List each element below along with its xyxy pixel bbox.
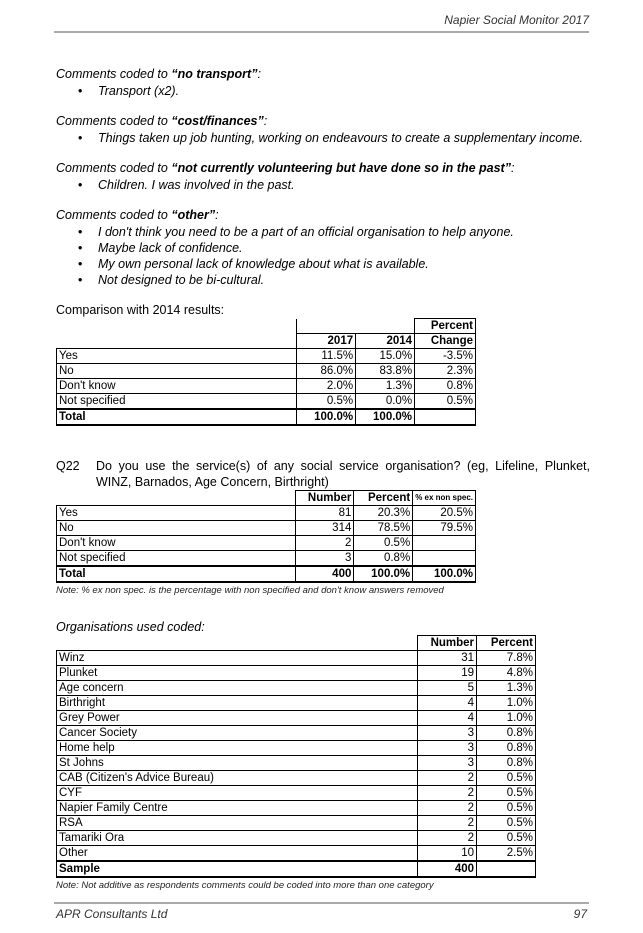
table-row bbox=[57, 394, 476, 410]
header-cell: Number bbox=[418, 636, 477, 651]
header-cell: % ex non spec. bbox=[413, 491, 476, 506]
total-row bbox=[57, 566, 476, 582]
table-cell: RSA bbox=[57, 816, 418, 831]
table-cell: 0.5% bbox=[354, 536, 413, 551]
table-row bbox=[57, 651, 536, 666]
header-empty bbox=[57, 491, 296, 506]
table-cell: 81 bbox=[295, 506, 354, 521]
table-cell: Don't know bbox=[57, 536, 296, 551]
question-number: Q22 bbox=[56, 459, 80, 473]
table-row bbox=[57, 536, 476, 551]
table-row bbox=[57, 551, 476, 567]
table-cell: 83.8% bbox=[356, 364, 415, 379]
table-cell: Cancer Society bbox=[57, 726, 418, 741]
header-cell: Number bbox=[295, 491, 354, 506]
comment-heading bbox=[56, 160, 590, 177]
footer-rule bbox=[54, 902, 589, 904]
comment-prefix: Comments coded to bbox=[56, 208, 172, 222]
table-cell: 3 bbox=[418, 741, 477, 756]
table-cell: 0.0% bbox=[356, 394, 415, 410]
table-cell bbox=[415, 409, 476, 425]
question-q22 bbox=[56, 458, 590, 490]
comment-item: • Not designed to be bi-cultural. bbox=[98, 272, 590, 288]
table-cell: 2 bbox=[418, 771, 477, 786]
table-row bbox=[57, 521, 476, 536]
page-content bbox=[56, 66, 590, 892]
organisations-title: Organisations used coded: bbox=[56, 620, 205, 634]
comment-suffix: : bbox=[510, 161, 515, 175]
table-cell: 4.8% bbox=[477, 666, 536, 681]
comment-item: • My own personal lack of knowledge about what is available. bbox=[98, 256, 590, 272]
table-cell bbox=[477, 861, 536, 877]
table-cell: 314 bbox=[295, 521, 354, 536]
table-cell: Plunket bbox=[57, 666, 418, 681]
table-cell: 100.0% bbox=[413, 566, 476, 582]
table-cell: Total bbox=[57, 566, 296, 582]
header-cell: 2017 bbox=[297, 334, 356, 349]
table-cell: -3.5% bbox=[415, 349, 476, 364]
table-cell: 1.3% bbox=[477, 681, 536, 696]
organisations-table bbox=[56, 635, 536, 878]
table-cell: 2 bbox=[418, 831, 477, 846]
table-cell: 3 bbox=[418, 756, 477, 771]
header-row bbox=[57, 636, 536, 651]
comment-heading bbox=[56, 113, 590, 130]
total-row bbox=[57, 409, 476, 425]
table-cell: 20.3% bbox=[354, 506, 413, 521]
table-cell: Yes bbox=[57, 349, 297, 364]
header-rule bbox=[54, 31, 589, 33]
comment-prefix: Comments coded to bbox=[56, 114, 172, 128]
comment-list bbox=[56, 83, 590, 99]
table-row bbox=[57, 801, 536, 816]
table-cell: 78.5% bbox=[354, 521, 413, 536]
table-cell: 4 bbox=[418, 696, 477, 711]
comment-item: • Children. I was involved in the past. bbox=[98, 177, 590, 193]
comment-list bbox=[56, 130, 590, 146]
table-row bbox=[57, 786, 536, 801]
table-cell: 2 bbox=[418, 801, 477, 816]
table-cell: 31 bbox=[418, 651, 477, 666]
table-cell: 1.0% bbox=[477, 711, 536, 726]
table-row bbox=[57, 711, 536, 726]
header-row bbox=[57, 491, 476, 506]
header-cell: Change bbox=[415, 334, 476, 349]
comment-item: • I don't think you need to be a part of an official organisation to help anyone. bbox=[98, 224, 590, 240]
comparison-table bbox=[56, 318, 476, 426]
table-cell: Sample bbox=[57, 861, 418, 877]
table-cell: 4 bbox=[418, 711, 477, 726]
total-row bbox=[57, 861, 536, 877]
table-cell: 0.8% bbox=[415, 379, 476, 394]
table-cell: Yes bbox=[57, 506, 296, 521]
comment-code: “no transport” bbox=[171, 67, 258, 81]
organisations-note: Note: Not additive as respondents comments could be coded into more than one category bbox=[56, 880, 434, 891]
footer-company: APR Consultants Ltd bbox=[56, 907, 168, 921]
table-cell: 0.8% bbox=[477, 741, 536, 756]
table-row bbox=[57, 741, 536, 756]
table-row bbox=[57, 666, 536, 681]
q22-note: Note: % ex non spec. is the percentage with non specified and don't know answers removed bbox=[56, 585, 444, 596]
table-cell: 1.0% bbox=[477, 696, 536, 711]
table-cell bbox=[413, 536, 476, 551]
table-cell: 2 bbox=[295, 536, 354, 551]
table-cell: 15.0% bbox=[356, 349, 415, 364]
table-cell: CAB (Citizen's Advice Bureau) bbox=[57, 771, 418, 786]
comment-item: • Things taken up job hunting, working on endeavours to create a supplementary income. bbox=[98, 130, 590, 146]
table-cell: 79.5% bbox=[413, 521, 476, 536]
comment-suffix: : bbox=[263, 114, 268, 128]
comment-suffix: : bbox=[257, 67, 261, 81]
q22-table bbox=[56, 490, 476, 583]
header-empty bbox=[57, 636, 418, 651]
table-cell: Birthright bbox=[57, 696, 418, 711]
table-cell: Napier Family Centre bbox=[57, 801, 418, 816]
header-title: Napier Social Monitor 2017 bbox=[444, 13, 589, 27]
table-cell: 2.5% bbox=[477, 846, 536, 862]
table-cell: Grey Power bbox=[57, 711, 418, 726]
header-cell: Percent bbox=[477, 636, 536, 651]
comment-list bbox=[56, 224, 590, 288]
table-cell: Home help bbox=[57, 741, 418, 756]
comment-code: “other” bbox=[171, 208, 216, 222]
table-cell: Not specified bbox=[57, 394, 297, 410]
table-row bbox=[57, 379, 476, 394]
table-cell: 0.5% bbox=[477, 771, 536, 786]
table-row bbox=[57, 771, 536, 786]
table-row bbox=[57, 696, 536, 711]
comment-suffix: : bbox=[215, 208, 219, 222]
table-cell: No bbox=[57, 364, 297, 379]
comparison-title: Comparison with 2014 results: bbox=[56, 303, 225, 317]
table-row bbox=[57, 681, 536, 696]
table-cell: 0.8% bbox=[477, 726, 536, 741]
table-cell: 7.8% bbox=[477, 651, 536, 666]
table-cell: 400 bbox=[418, 861, 477, 877]
comment-item: • Maybe lack of confidence. bbox=[98, 240, 590, 256]
table-cell: 0.5% bbox=[477, 816, 536, 831]
table-row bbox=[57, 726, 536, 741]
page-number: 97 bbox=[573, 907, 587, 921]
header-cell: Percent bbox=[415, 319, 476, 334]
table-cell: 0.5% bbox=[477, 786, 536, 801]
table-cell: 0.8% bbox=[477, 756, 536, 771]
table-cell: St Johns bbox=[57, 756, 418, 771]
table-row bbox=[57, 506, 476, 521]
table-cell: 5 bbox=[418, 681, 477, 696]
table-cell: Total bbox=[57, 409, 297, 425]
table-cell: 10 bbox=[418, 846, 477, 862]
table-cell: 2 bbox=[418, 786, 477, 801]
table-cell: 0.5% bbox=[297, 394, 356, 410]
table-cell: 0.5% bbox=[415, 394, 476, 410]
table-cell: Other bbox=[57, 846, 418, 862]
table-row bbox=[57, 846, 536, 862]
comment-list bbox=[56, 177, 590, 193]
table-cell: 2 bbox=[418, 816, 477, 831]
table-cell: 100.0% bbox=[356, 409, 415, 425]
header-empty bbox=[356, 319, 415, 334]
comment-heading bbox=[56, 66, 590, 83]
comments-section bbox=[56, 66, 590, 288]
table-cell: Winz bbox=[57, 651, 418, 666]
table-row bbox=[57, 349, 476, 364]
table-cell: 2.3% bbox=[415, 364, 476, 379]
table-cell: 19 bbox=[418, 666, 477, 681]
comment-heading bbox=[56, 207, 590, 224]
table-row bbox=[57, 756, 536, 771]
table-cell: Tamariki Ora bbox=[57, 831, 418, 846]
comment-prefix: Comments coded to bbox=[56, 161, 172, 175]
table-row bbox=[57, 831, 536, 846]
header-cell: Percent bbox=[354, 491, 413, 506]
table-cell: 0.5% bbox=[477, 831, 536, 846]
table-cell: 1.3% bbox=[356, 379, 415, 394]
table-cell: Not specified bbox=[57, 551, 296, 567]
header-cell: 2014 bbox=[356, 334, 415, 349]
table-cell: CYF bbox=[57, 786, 418, 801]
table-cell: 11.5% bbox=[297, 349, 356, 364]
table-cell: 0.5% bbox=[477, 801, 536, 816]
table-cell: 86.0% bbox=[297, 364, 356, 379]
table-cell: 100.0% bbox=[354, 566, 413, 582]
question-text: Do you use the service(s) of any social service organisation? (eg, Lifeline, Plunket, WINZ, Barnados, Age Concern, Birthright) bbox=[96, 459, 590, 489]
table-cell: 100.0% bbox=[297, 409, 356, 425]
table-cell: No bbox=[57, 521, 296, 536]
comment-prefix: Comments coded to bbox=[56, 67, 172, 81]
comment-code: “cost/finances” bbox=[171, 114, 264, 128]
table-cell: 400 bbox=[295, 566, 354, 582]
table-cell: 3 bbox=[295, 551, 354, 567]
header-empty bbox=[297, 319, 356, 334]
header-row bbox=[57, 319, 476, 334]
table-cell: 2.0% bbox=[297, 379, 356, 394]
table-cell: 0.8% bbox=[354, 551, 413, 567]
table-cell: Age concern bbox=[57, 681, 418, 696]
table-cell bbox=[413, 551, 476, 567]
table-cell: 20.5% bbox=[413, 506, 476, 521]
comment-code: “not currently volunteering but have done so in the past” bbox=[171, 161, 511, 175]
table-row bbox=[57, 364, 476, 379]
table-row bbox=[57, 816, 536, 831]
header-empty bbox=[57, 319, 297, 349]
comment-item: • Transport (x2). bbox=[98, 83, 590, 99]
table-cell: Don't know bbox=[57, 379, 297, 394]
table-cell: 3 bbox=[418, 726, 477, 741]
